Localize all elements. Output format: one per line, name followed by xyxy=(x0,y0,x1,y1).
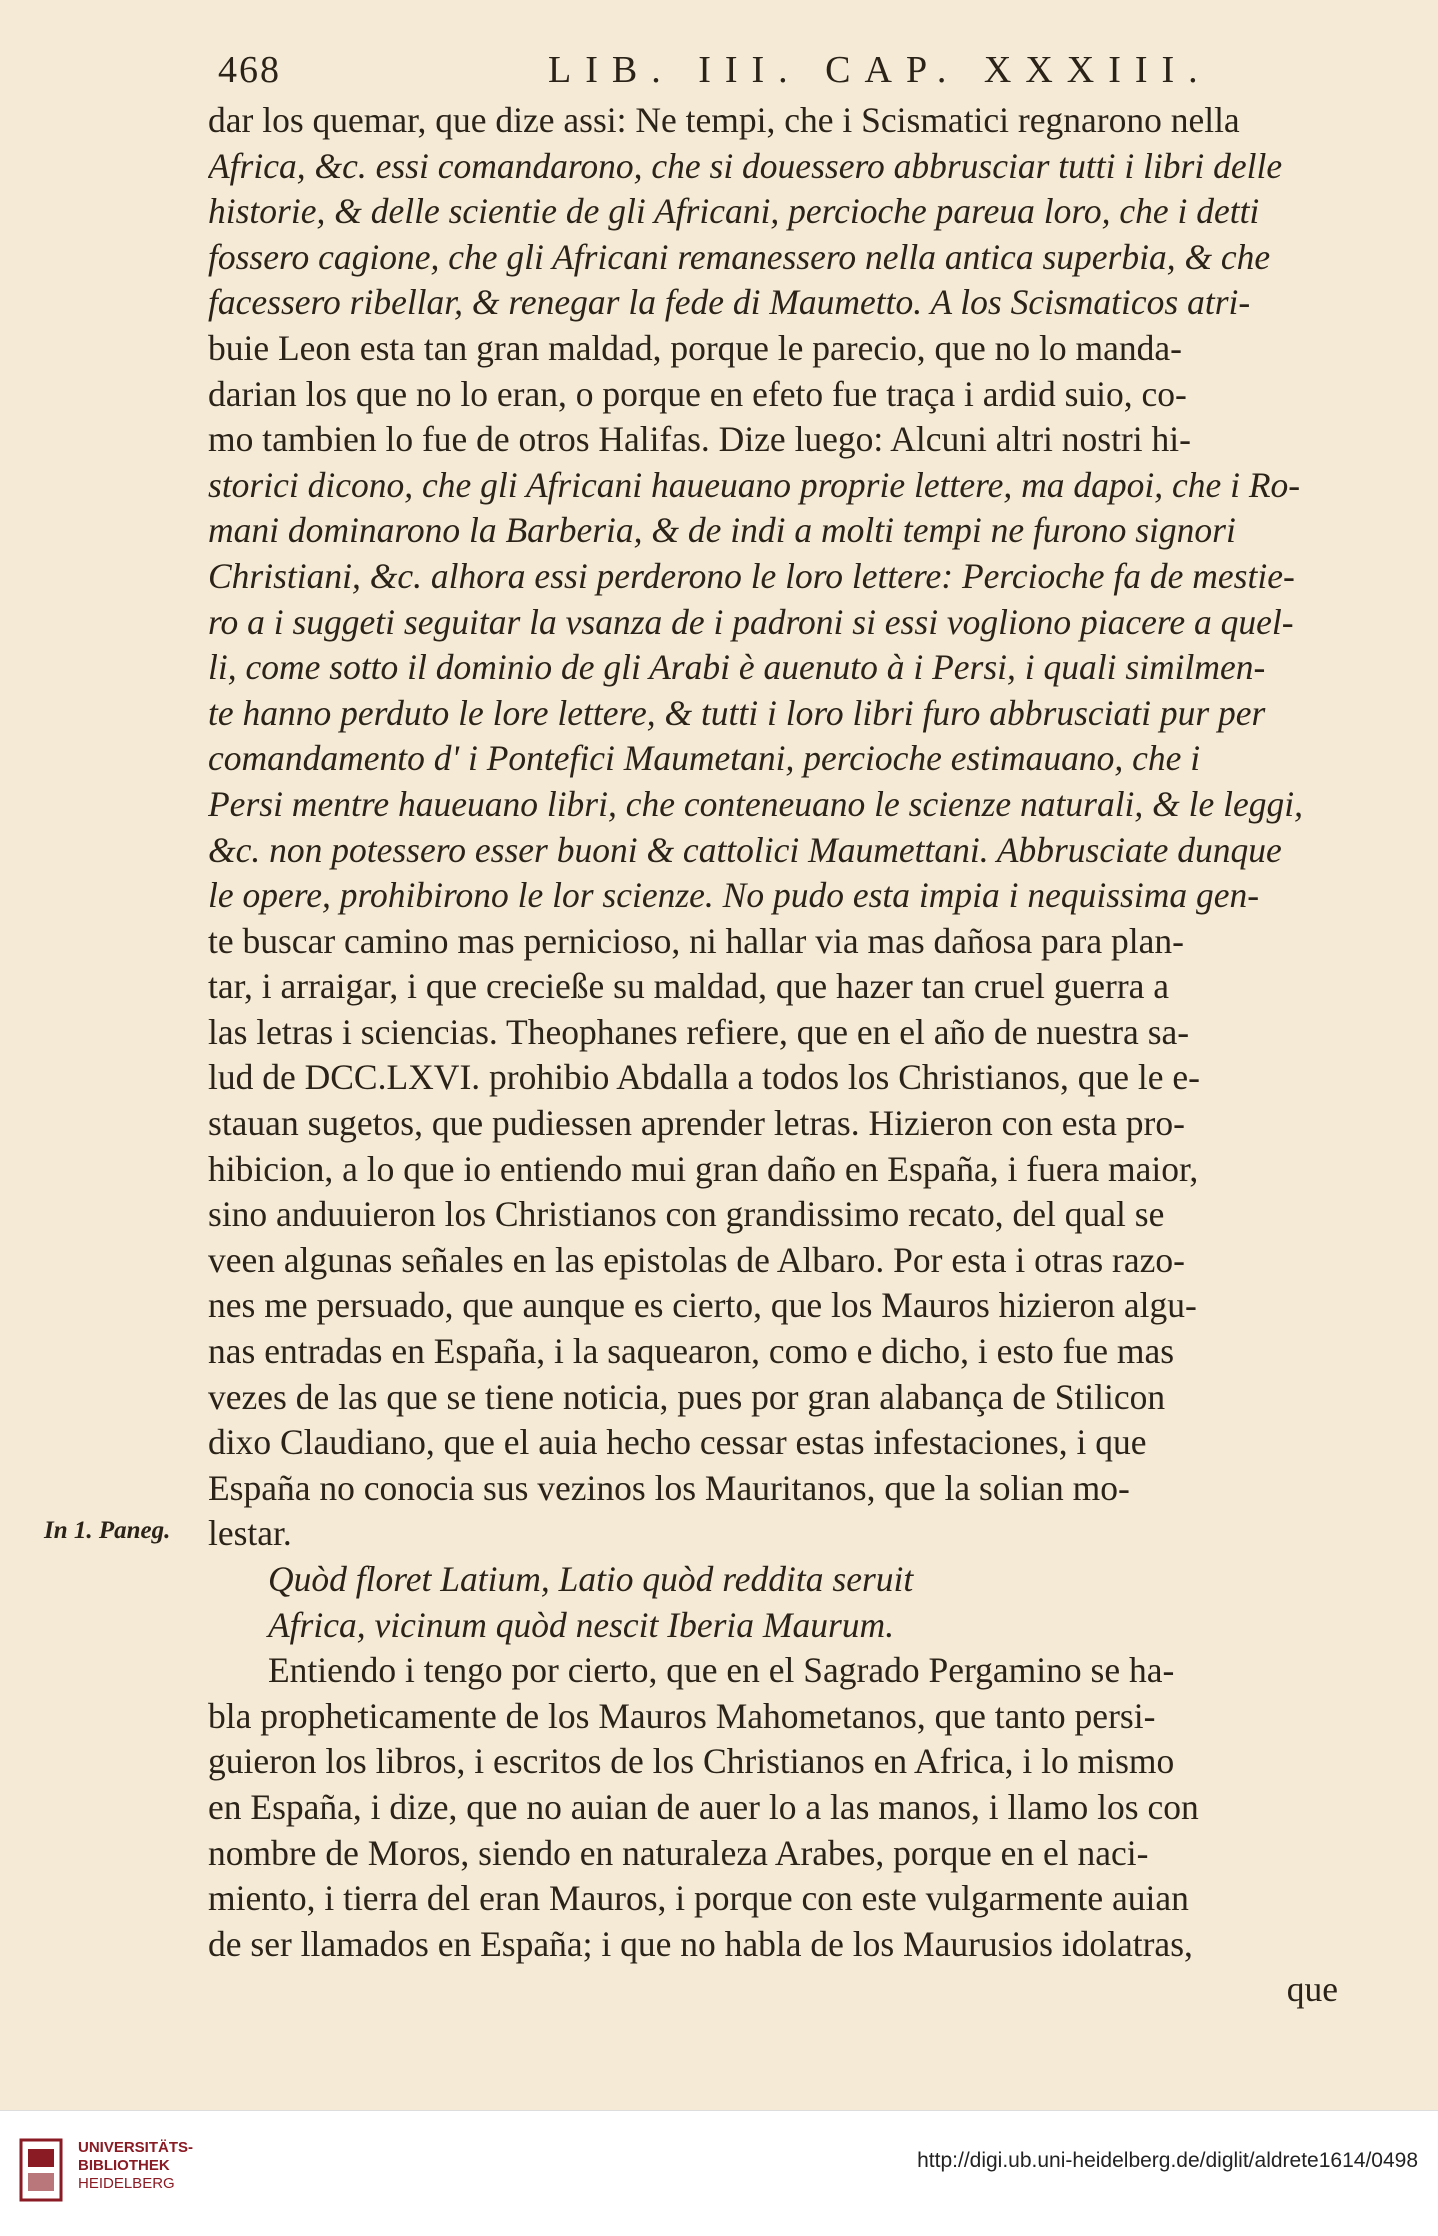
text-line: fossero cagione, che gli Africani remanessero nella antica superbia, & che xyxy=(208,236,1271,277)
text-line: que xyxy=(1286,1969,1338,2010)
text-line: en España, i dize, que no auian de auer lo a las manos, i llamo los con xyxy=(208,1786,1199,1827)
text-line: guieron los libros, i escritos de los Christianos en Africa, i lo mismo xyxy=(208,1741,1175,1782)
text-line: Entiendo i tengo por cierto, que en el Sagrado Pergamino se ha- xyxy=(268,1650,1175,1691)
text-line: nes me persuado, que aunque es cierto, que los Mauros hizieron algu- xyxy=(208,1285,1197,1326)
text-line: lud de DCC.LXVI. prohibio Abdalla a todos los Christianos, que le e- xyxy=(208,1057,1200,1098)
text-line: nombre de Moros, siendo en naturaleza Arabes, porque en el naci- xyxy=(208,1832,1149,1873)
running-head: LIB. III. CAP. XXXIII. xyxy=(548,49,1212,91)
body-text xyxy=(208,98,1358,2013)
text-line: li, come sotto il dominio de gli Arabi è auenuto à i Persi, i quali similmen- xyxy=(208,647,1266,688)
library-name-line3: HEIDELBERG xyxy=(78,2175,175,2192)
text-line: veen algunas señales en las epistolas de Albaro. Por esta i otras razo- xyxy=(208,1239,1185,1280)
text-line: dixo Claudiano, que el auia hecho cessar estas infestaciones, i que xyxy=(208,1422,1147,1463)
text-line: tar, i arraigar, i que crecieße su maldad, que hazer tan cruel guerra a xyxy=(208,966,1170,1007)
page-header xyxy=(218,48,1368,98)
text-line: stauan sugetos, que pudiessen aprender letras. Hizieron con esta pro- xyxy=(208,1103,1185,1144)
page-number: 468 xyxy=(218,49,281,91)
university-seal-icon xyxy=(18,2137,64,2203)
text-line: Africa, &c. essi comandarono, che si douessero abbrusciar tutti i libri delle xyxy=(208,145,1283,186)
text-line: facessero ribellar, & renegar la fede di Maumetto. A los Scismaticos atri- xyxy=(208,282,1251,323)
text-line: vezes de las que se tiene noticia, pues por gran alabança de Stilicon xyxy=(208,1376,1166,1417)
text-line: Persi mentre haueuano libri, che conteneuano le scienze naturali, & le leggi, xyxy=(208,783,1304,824)
text-line: miento, i tierra del eran Mauros, i porque con este vulgarmente auian xyxy=(208,1878,1189,1919)
text-line: Africa, vicinum quòd nescit Iberia Maurum. xyxy=(268,1604,895,1645)
text-line: mani dominarono la Barberia, & de indi a molti tempi ne furono signori xyxy=(208,510,1236,551)
text-line: nas entradas en España, i la saquearon, como e dicho, i esto fue mas xyxy=(208,1331,1175,1372)
text-line: dar los quemar, que dize assi: Ne tempi, che i Scismatici regnarono nella xyxy=(208,100,1240,140)
library-name-line1: UNIVERSITÄTS- xyxy=(78,2139,194,2156)
text-line: sino anduuieron los Christianos con grandissimo recato, del qual se xyxy=(208,1194,1165,1235)
text-line: lestar. xyxy=(208,1513,292,1554)
text-line: mo tambien lo fue de otros Halifas. Dize luego: Alcuni altri nostri hi- xyxy=(208,419,1191,460)
text-line: te hanno perduto le lore lettere, & tutti i loro libri furo abbrusciati pur per xyxy=(208,692,1266,733)
text-line: España no conocia sus vezinos los Mauritanos, que la solian mo- xyxy=(208,1467,1130,1508)
text-line: ro a i suggeti seguitar la vsanza de i padroni si essi vogliono piacere a quel- xyxy=(208,601,1294,642)
text-line: de ser llamados en España; i que no habla de los Maurusios idolatras, xyxy=(208,1923,1193,1964)
viewer-footer xyxy=(0,2110,1438,2236)
text-line: te buscar camino mas pernicioso, ni hallar via mas dañosa para plan- xyxy=(208,920,1184,961)
text-line: buie Leon esta tan gran maldad, porque le parecio, que no lo manda- xyxy=(208,327,1182,368)
source-url[interactable]: http://digi.ub.uni-heidelberg.de/diglit/aldrete1614/0498 xyxy=(917,2149,1418,2172)
text-line: historie, & delle scientie de gli Africani, percioche pareua loro, che i detti xyxy=(208,191,1260,232)
text-line: hibicion, a lo que io entiendo mui gran daño en España, i fuera maior, xyxy=(208,1148,1199,1189)
text-line: darian los que no lo eran, o porque en efeto fue traça i ardid suio, co- xyxy=(208,373,1187,414)
library-name xyxy=(78,2139,193,2193)
library-name-line2: BIBLIOTHEK xyxy=(78,2157,170,2174)
text-line: Christiani, &c. alhora essi perderono le loro lettere: Percioche fa de mestie- xyxy=(208,555,1295,596)
margin-note: In 1. Paneg. xyxy=(44,1517,171,1544)
text-line: le opere, prohibirono le lor scienze. No pudo esta impia i nequissima gen- xyxy=(208,875,1260,916)
text-line: Quòd floret Latium, Latio quòd reddita seruit xyxy=(268,1559,914,1599)
text-line: bla propheticamente de los Mauros Mahometanos, que tanto persi- xyxy=(208,1695,1156,1736)
text-line: &c. non potessero esser buoni & cattolici Maumettani. Abbrusciate dunque xyxy=(208,829,1282,870)
text-line: storici dicono, che gli Africani haueuano proprie lettere, ma dapoi, che i Ro- xyxy=(208,464,1301,505)
text-line: las letras i sciencias. Theophanes refiere, que en el año de nuestra sa- xyxy=(208,1011,1190,1052)
text-line: comandamento d' i Pontefici Maumetani, percioche estimauano, che i xyxy=(208,738,1201,779)
